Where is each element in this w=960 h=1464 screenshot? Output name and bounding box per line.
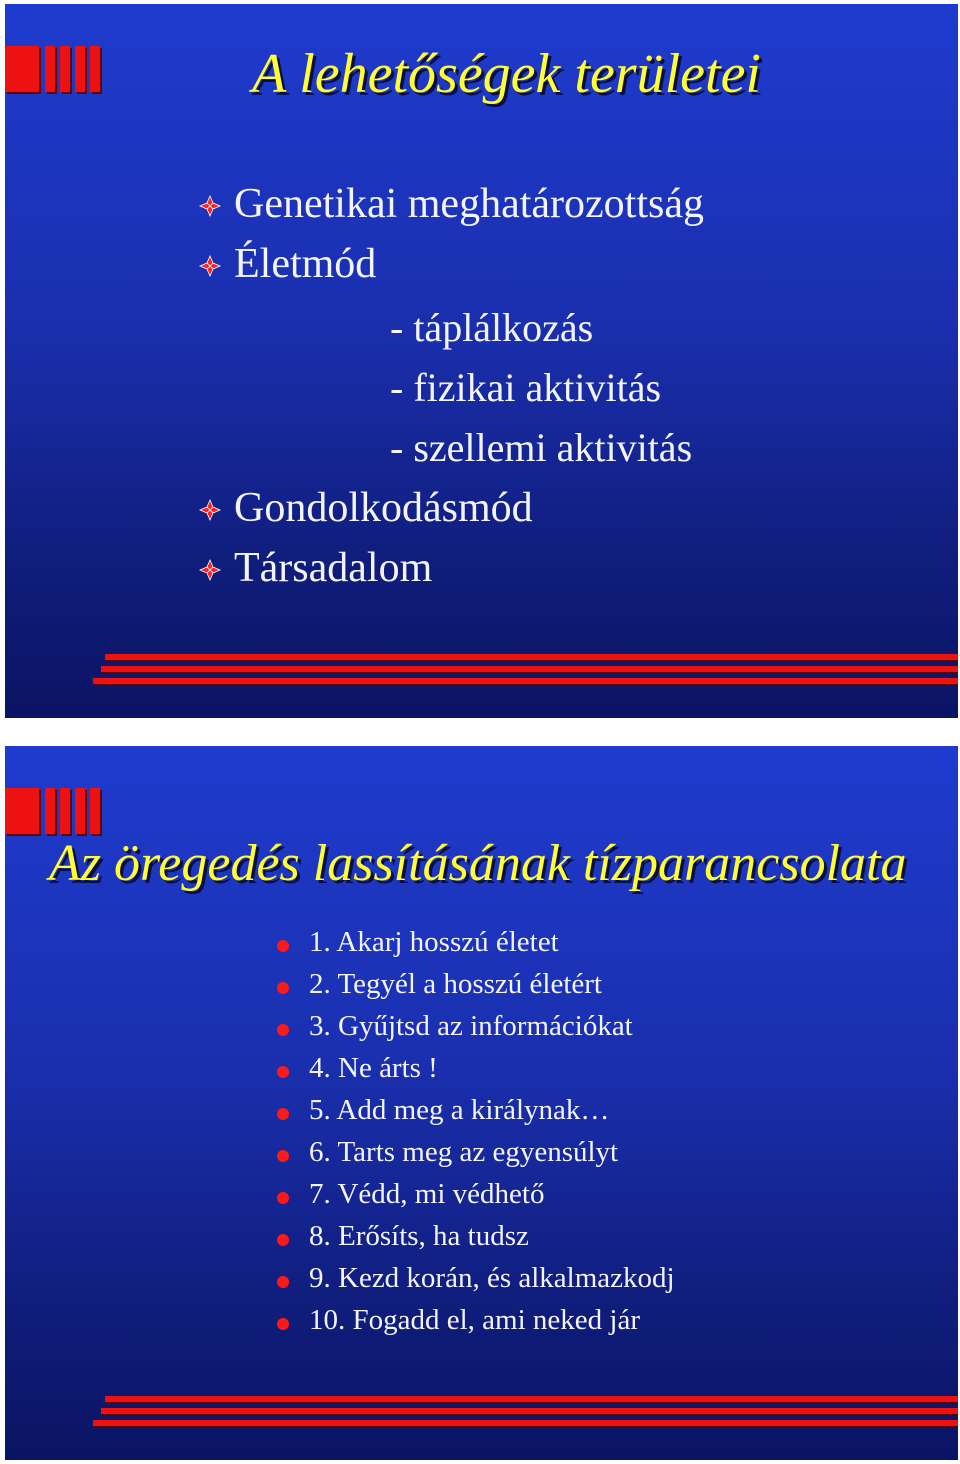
list-item-text: 8. Erősíts, ha tudsz xyxy=(309,1220,529,1252)
bottom-stripes-decoration xyxy=(93,654,958,690)
dot-bullet-icon xyxy=(277,940,289,952)
dot-bullet-icon xyxy=(277,1066,289,1078)
list-item xyxy=(309,968,602,1001)
bullet-item xyxy=(234,544,432,592)
list-item-text: 1. Akarj hosszú életet xyxy=(309,926,559,958)
bullet-item xyxy=(234,240,376,288)
diamond-bullet-icon xyxy=(198,194,222,218)
list-item-text: 5. Add meg a királynak… xyxy=(309,1094,610,1126)
dot-bullet-icon xyxy=(277,1318,289,1330)
list-item xyxy=(309,1094,609,1127)
list-item xyxy=(309,1220,529,1253)
bullet-item xyxy=(234,180,704,228)
dot-bullet-icon xyxy=(277,1150,289,1162)
dot-bullet-icon xyxy=(277,1276,289,1288)
corner-stripes-decoration xyxy=(5,46,105,92)
diamond-bullet-icon xyxy=(198,498,222,522)
bullet-text: Társadalom xyxy=(234,545,433,591)
dot-bullet-icon xyxy=(277,1108,289,1120)
list-item-text: 7. Védd, mi védhető xyxy=(309,1178,545,1210)
list-item-text: 6. Tarts meg az egyensúlyt xyxy=(309,1136,619,1168)
slide-1 xyxy=(5,4,958,718)
bullet-text: Gondolkodásmód xyxy=(234,485,533,531)
bullet-item xyxy=(234,484,533,532)
list-item-text: 3. Gyűjtsd az információkat xyxy=(309,1010,633,1042)
sub-item: - szellemi aktivitás xyxy=(390,425,693,470)
dot-bullet-icon xyxy=(277,982,289,994)
list-item xyxy=(309,1304,640,1337)
bullet-text: Életmód xyxy=(234,241,377,287)
bottom-stripes-decoration xyxy=(93,1396,958,1432)
diamond-bullet-icon xyxy=(198,254,222,278)
list-item xyxy=(309,1136,618,1169)
list-item-text: 4. Ne árts ! xyxy=(309,1052,438,1084)
list-item xyxy=(309,1262,675,1295)
diamond-bullet-icon xyxy=(198,558,222,582)
slide-2 xyxy=(5,746,958,1460)
list-item xyxy=(309,926,559,959)
bullet-text: Genetikai meghatározottság xyxy=(234,181,704,227)
sub-item: - fizikai aktivitás xyxy=(390,365,662,410)
list-item-text: 10. Fogadd el, ami neked jár xyxy=(309,1304,640,1336)
list-item-text: 2. Tegyél a hosszú életért xyxy=(309,968,602,1000)
dot-bullet-icon xyxy=(277,1024,289,1036)
dot-bullet-icon xyxy=(277,1192,289,1204)
corner-stripes-decoration xyxy=(5,788,105,834)
list-item-text: 9. Kezd korán, és alkalmazkodj xyxy=(309,1262,675,1294)
slide-1-title: A lehetőségek területei xyxy=(252,43,761,105)
sub-item: - táplálkozás xyxy=(390,305,594,350)
list-item xyxy=(309,1010,633,1043)
list-item xyxy=(309,1052,438,1085)
dot-bullet-icon xyxy=(277,1234,289,1246)
slide-2-title: Az öregedés lassításának tízparancsolata xyxy=(49,835,907,892)
list-item xyxy=(309,1178,544,1211)
